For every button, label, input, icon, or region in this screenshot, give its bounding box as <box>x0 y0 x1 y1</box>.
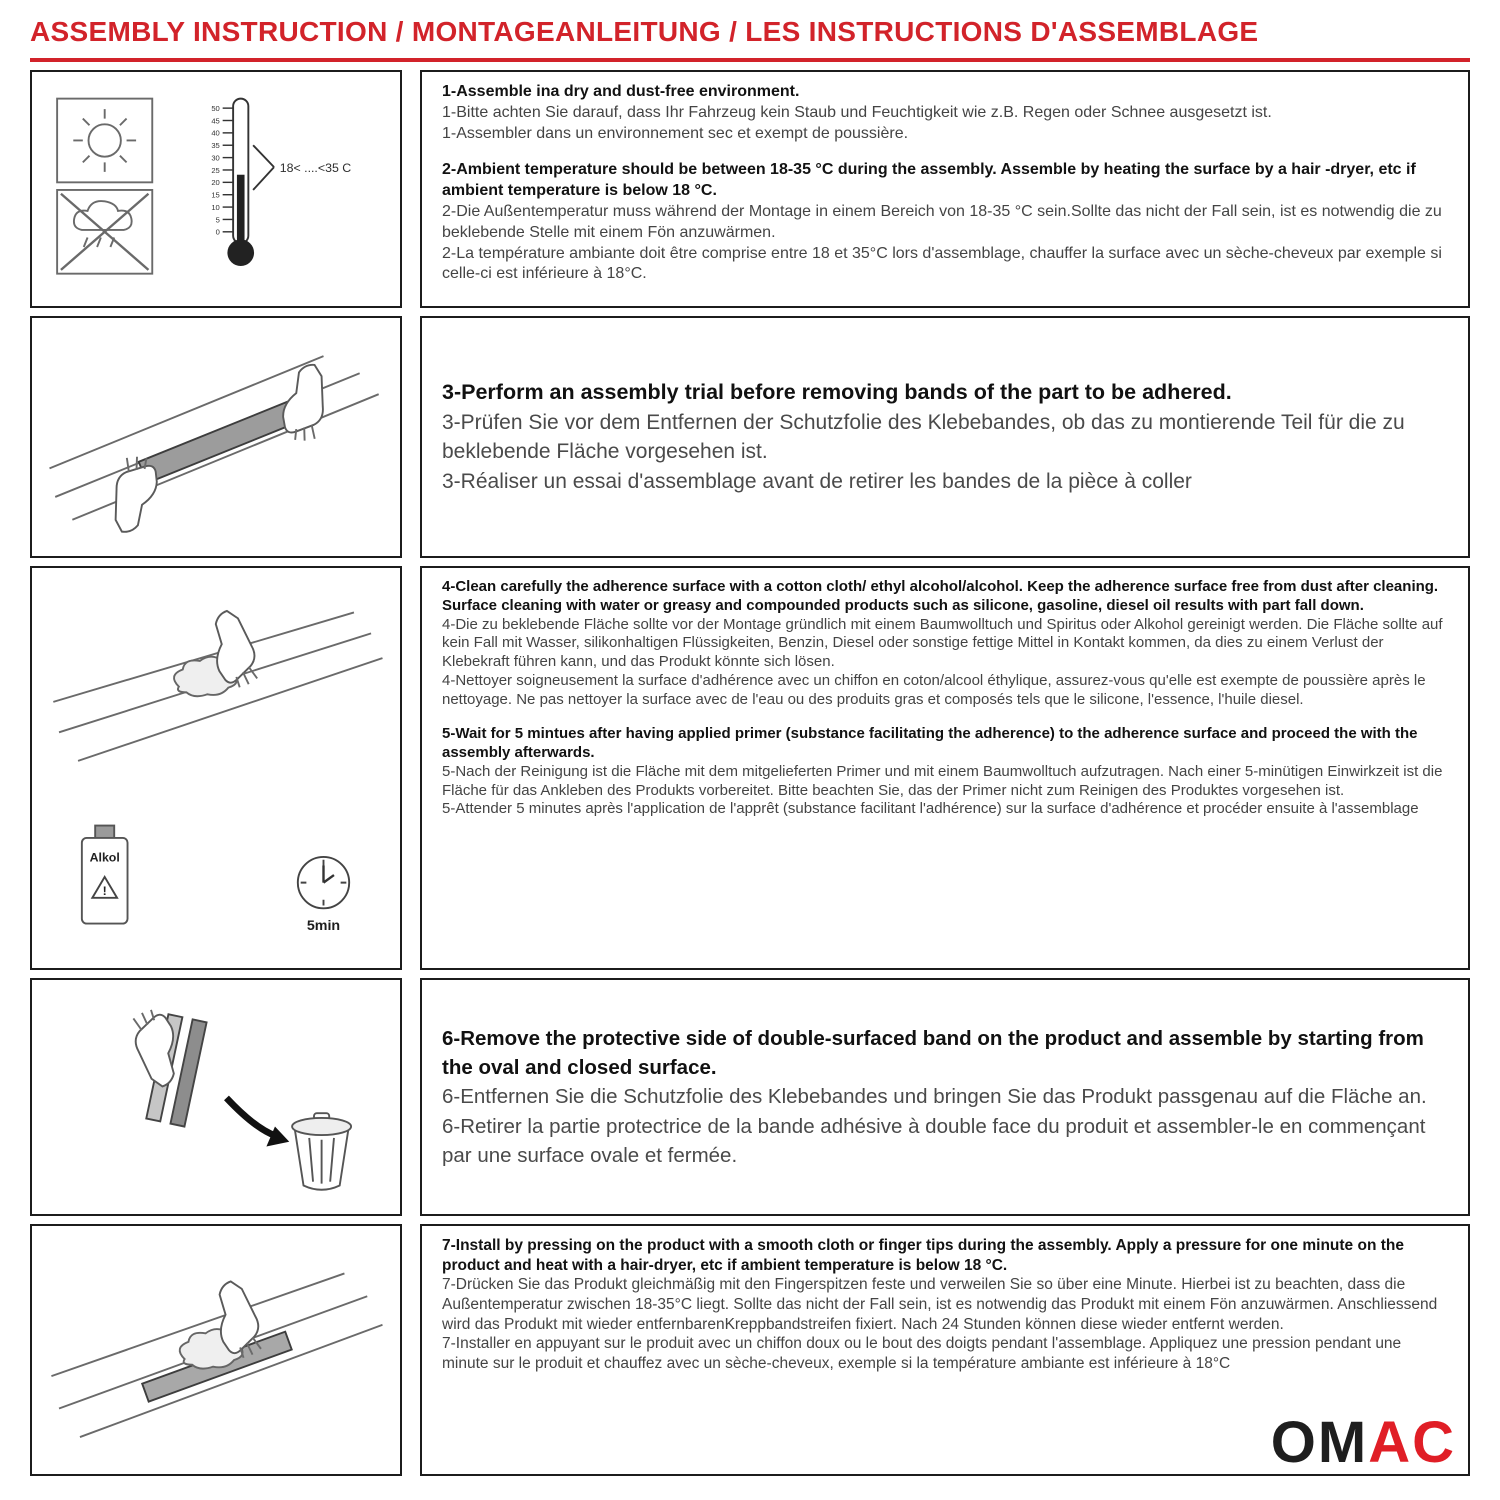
clock-icon <box>298 857 349 934</box>
instruction-line: 1-Assembler dans un environnement sec et exempt de poussière. <box>442 124 909 142</box>
instruction-line: 3-Prüfen Sie vor dem Entfernen der Schutzfolie des Klebebandes, ob das zu montierende Teil für die zu beklebende Fläche vorgesehen ist. <box>442 410 1405 464</box>
instruction-line: 4-Die zu beklebende Fläche sollte vor der Montage gründlich mit einem Baumwolltuch und Spiritus oder Alkohol gereinigt werden. Die Fläche sollte auf kein Fall mit Wasser, silikonhaltigen Flüssigkeiten, Benzin, Diesel oder sonstige fettige Mittel in Kontakt kommen, da dies zu einem Verlust der Klebekraft führen kann, und das Produkt könnte sich lösen. <box>442 615 1443 670</box>
section-2-assembly-trial <box>30 316 1470 558</box>
section-3-text <box>420 566 1470 970</box>
illustration-press-product <box>30 1224 402 1476</box>
svg-text:25: 25 <box>211 165 220 175</box>
svg-text:35: 35 <box>211 141 220 151</box>
instruction-line: 6-Retirer la partie protectrice de la bande adhésive à double face du produit et assembler-le en commençant par une surface ovale et fermée. <box>442 1114 1426 1167</box>
thermometer-icon <box>211 99 351 266</box>
instruction-line: 2-La température ambiante doit être comprise entre 18 et 35°C lors d'assemblage, chauffer la surface avec un sèche-cheveux par exemple si celle-ci est inférieure à 18°C. <box>442 244 1442 283</box>
trash-bin-icon <box>292 1113 351 1190</box>
sill-trim-strip <box>139 401 299 483</box>
assembly-trial-svg <box>40 324 392 550</box>
instruction-line: 4-Nettoyer soigneusement la surface d'adhérence avec un chiffon en coton/alcool éthylique, assurez-vous qu'elle est exempte de poussière après le nettoyage. Ne pas nettoyer la surface avec de l'eau ou des produits gras et composés tels que le silicone, l'essence, l'huile diesel. <box>442 671 1426 708</box>
section-5-press-product <box>30 1224 1470 1476</box>
section-2-text <box>420 316 1470 558</box>
instruction-line: 5-Nach der Reinigung ist die Fläche mit dem mitgelieferten Primer und mit einem Baumwolltuch aufzutragen. Nach einer 5-minütigen Einwirkzeit ist die Fläche für das Ankleben des Produkts vorbereitet. Bitte beachten Sie, das der Primer nicht zum Reinigen des Produktes vorgesehen ist. <box>442 762 1443 799</box>
section-1-text <box>420 70 1470 308</box>
illustration-remove-band <box>30 978 402 1216</box>
omac-logo-dark-part: OM <box>1270 1410 1369 1475</box>
svg-text:40: 40 <box>211 128 220 138</box>
svg-text:15: 15 <box>211 190 220 200</box>
instruction-line: 1-Bitte achten Sie darauf, dass Ihr Fahrzeug kein Staub und Feuchtigkeit wie z.B. Regen oder Schnee ausgesetzt ist. <box>442 103 1272 121</box>
instruction-line: 2-Ambient temperature should be between 18-35 °C during the assembly. Assemble by heating the surface by a hair -dryer, etc if ambient temperature is below 18 °C. <box>442 161 1416 200</box>
svg-text:20: 20 <box>211 178 220 188</box>
press-product-svg <box>40 1232 392 1468</box>
warning-exclamation: ! <box>102 884 107 899</box>
arrow-to-bin-icon <box>226 1098 289 1147</box>
instruction-line: 3-Réaliser un essai d'assemblage avant de retirer les bandes de la pièce à coller <box>442 470 1192 494</box>
instruction-line: 5-Attender 5 minutes après l'application de l'apprêt (substance facilitant l'adhérence) sur la surface d'adhérence et procéder ensuite à l'assemblage <box>442 800 1419 818</box>
page-title: ASSEMBLY INSTRUCTION / MONTAGEANLEITUNG / LES INSTRUCTIONS D'ASSEMBLAGE <box>30 16 1259 47</box>
thermometer-scale <box>211 104 233 237</box>
sun-icon <box>57 99 152 183</box>
omac-logo <box>1265 1410 1462 1475</box>
bottle-label: Alkol <box>89 850 120 865</box>
section-1-environment <box>30 70 1470 308</box>
instruction-line: 7-Drücken Sie das Produkt gleichmäßig mit den Fingerspitzen feste und verweilen Sie so über eine Minute. Hierbei ist zu beachten, dass die Außentemperatur zwischen 18-35°C liegt. Sollte das nicht der Fall sein, ist es notwendig das Produkt mit einem Fön anzuwärmen. Anschliessend wird das Produkt mit wieder entfernbarenKreppbandstreifen fixiert. Nach 24 Stunden können diese wieder entfernt werden. <box>442 1276 1438 1333</box>
instruction-line: 7-Installer en appuyant sur le produit avec un chiffon doux ou le bout des doigts pendant l'assemblage. Appliquez une pression pendant une minute sur le produit et chauffez avec un sèche-cheveux, exemple si la température ambiante est inférieure à 18°C <box>442 1335 1402 1373</box>
instruction-line: 6-Entfernen Sie die Schutzfolie des Klebebandes und bringen Sie das Produkt passgenau auf die Fläche an. <box>442 1085 1427 1109</box>
cleaning-svg <box>40 574 392 962</box>
no-rain-icon <box>57 190 152 274</box>
instruction-line: 7-Install by pressing on the product with a smooth cloth or finger tips during the assembly. Apply a pressure for one minute on the product and heat with a hair-dryer, etc if ambient temperature is below 18 °C. <box>442 1237 1404 1274</box>
range-bracket <box>253 145 274 190</box>
temperature-illustration-svg <box>40 78 392 300</box>
svg-text:30: 30 <box>211 153 220 163</box>
svg-text:0: 0 <box>215 227 220 237</box>
svg-text:50: 50 <box>211 103 220 113</box>
clock-label: 5min <box>306 918 341 935</box>
alcohol-bottle-icon <box>82 826 128 924</box>
omac-logo-red-part: AC <box>1368 1410 1456 1475</box>
section-4-text <box>420 978 1470 1216</box>
section-3-cleaning-primer <box>30 566 1470 970</box>
svg-text:10: 10 <box>211 202 220 212</box>
svg-text:5: 5 <box>215 215 220 225</box>
instruction-line: 1-Assemble ina dry and dust-free environment. <box>442 83 800 100</box>
svg-text:45: 45 <box>211 116 220 126</box>
remove-band-svg <box>40 986 392 1208</box>
illustration-temperature-conditions <box>30 70 402 308</box>
instruction-line: 6-Remove the protective side of double-surfaced band on the product and assemble by starting from the oval and closed surface. <box>442 1027 1424 1080</box>
instruction-line: 2-Die Außentemperatur muss während der Montage in einem Bereich von 18-35 °C sein.Sollte das nicht der Fall sein, ist es notwendig die zu beklebende Stelle mit einem Fön anzuwärmen. <box>442 202 1442 241</box>
instruction-line: 3-Perform an assembly trial before removing bands of the part to be adhered. <box>442 380 1232 405</box>
illustration-cleaning <box>30 566 402 970</box>
section-4-remove-band <box>30 978 1470 1216</box>
instruction-line: 5-Wait for 5 mintues after having applied primer (substance facilitating the adherence) to the adherence surface and proceed the with the assembly afterwards. <box>442 725 1418 761</box>
instruction-line: 4-Clean carefully the adherence surface with a cotton cloth/ ethyl alcohol/alcohol. Keep the adherence surface free from dust after cleaning. Surface cleaning with water or greasy and compounded products such as silicone, gasoline, diesel oil results with part fall down. <box>442 578 1439 614</box>
illustration-assembly-trial <box>30 316 402 558</box>
page-header <box>30 16 1470 62</box>
temperature-range-label: 18< ....<35 C <box>279 160 352 175</box>
